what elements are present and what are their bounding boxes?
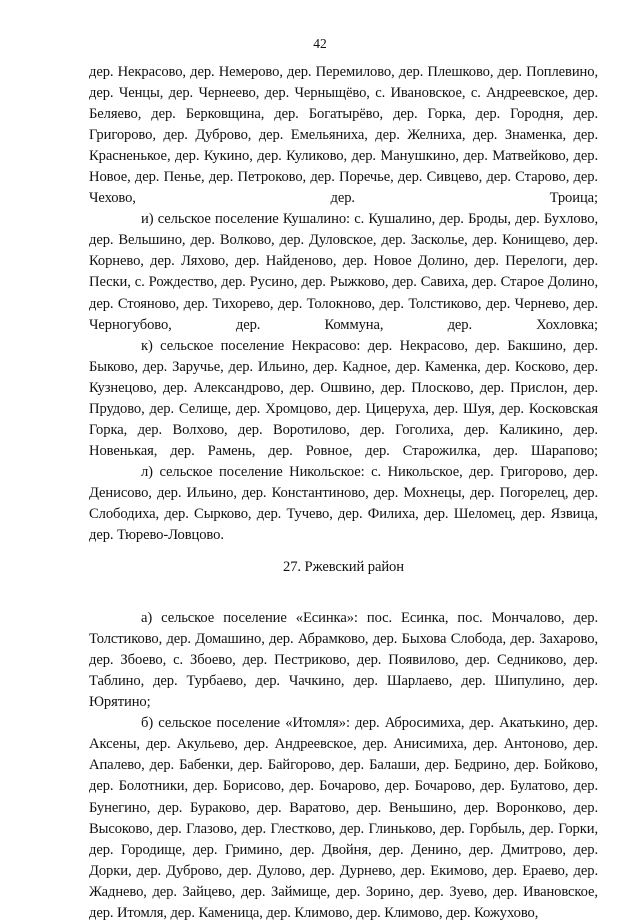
paragraph: к) сельское поселение Некрасово: дер. Некрасово, дер. Бакшино, дер. Быково, дер. Заручье, дер. Ильино, дер. Кадное, дер. Каменка, дер. Косково, дер. Кузнецово, дер. Александрово, дер. Ошвино, дер. Плосково, дер. Прислон, дер. Прудово, дер. Селище, дер. Хромцово, дер. Цицеруха, дер. Шуя, дер. Косковская Горка, дер. Волхово, дер. Воротилово, дер. Гоголиха, дер. Каликино, дер. Новенькая, дер. Рамень, дер. Ровное, дер. Старожилка, дер. Шарапово;: [89, 337, 598, 459]
paragraph: дер. Некрасово, дер. Немерово, дер. Перемилово, дер. Плешково, дер. Поплевино, дер. Ченцы, дер. Чернеево, дер. Черныщёво, с. Ивановское, с. Андреевское, дер. Беляево, дер. Берковщина, дер. Богатырёво, дер. Горка, дер. Городня, дер. Григорово, дер. Дуброво, дер. Емельяниха, дер. Желниха, дер. Знаменка, дер. Красненькое, дер. Кукино, дер. Куликово, дер. Манушкино, дер. Матвейково, дер. Новое, дер. Пенье, дер. Петроково, дер. Поречье, дер. Сивцево, дер. Старово, дер. Чехово, дер. Троица;: [89, 64, 598, 207]
paragraph: и) сельское поселение Кушалино: с. Кушалино, дер. Броды, дер. Бухлово, дер. Вельшино, дер. Волково, дер. Дуловское, дер. Засколье, дер. Конищево, дер. Корнево, дер. Ляхово, дер. Найденово, дер. Новое Долино, дер. Перелоги, дер. Пески, с. Рождество, дер. Русино, дер. Рыжково, дер. Савиха, дер. Старое Долино, дер. Стояново, дер. Тихорево, дер. Толокново, дер. Толстиково, дер. Чернево, дер. Черногубово, дер. Коммуна, дер. Хохловка;: [89, 211, 598, 333]
paragraph: л) сельское поселение Никольское: с. Никольское, дер. Григорово, дер. Денисово, дер. Ильино, дер. Константиново, дер. Мохнецы, дер. Погорелец, дер. Слободиха, дер. Сырково, дер. Тучево, дер. Филиха, дер. Шеломец, дер. Язвица, дер. Тюрево-Ловцово.: [89, 463, 598, 544]
section-heading: 27. Ржевский район: [283, 559, 404, 576]
document-body: [89, 62, 598, 924]
page-number: 42: [313, 36, 327, 51]
paragraph: а) сельское поселение «Есинка»: пос. Есинка, пос. Мончалово, дер. Толстиково, дер. Домашино, дер. Абрамково, дер. Быхова Слобода, дер. Захарово, дер. Збоево, с. Збоево, дер. Пестриково, дер. Появилово, дер. Седниково, дер. Таблино, дер. Турбаево, дер. Чачкино, дер. Шарлаево, дер. Шипулино, дер. Юрятино;: [89, 610, 598, 711]
paragraph: б) сельское поселение «Итомля»: дер. Абросимиха, дер. Акатькино, дер. Аксены, дер. Акульево, дер. Андреевское, дер. Анисимиха, дер. Антоново, дер. Апалево, дер. Бабенки, дер. Байгорово, дер. Балаши, дер. Бедрино, дер. Бойково, дер. Болотники, дер. Борисово, дер. Бочарово, дер. Бочарово, дер. Булатово, дер. Бунегино, дер. Бураково, дер. Варатово, дер. Веньшино, дер. Воронково, дер. Высоково, дер. Глазово, дер. Глестково, дер. Глиньково, дер. Горбыль, дер. Горки, дер. Городище, дер. Гримино, дер. Двойня, дер. Денино, дер. Дмитрово, дер. Дорки, дер. Дуброво, дер. Дулово, дер. Дурнево, дер. Екимово, дер. Ераево, дер. Жаднево, дер. Зайцево, дер. Займище, дер. Зорино, дер. Зуево, дер. Ивановское, дер. Итомля, дер. Каменица, дер. Климово, дер. Климово, дер. Кожухово,: [89, 715, 598, 921]
